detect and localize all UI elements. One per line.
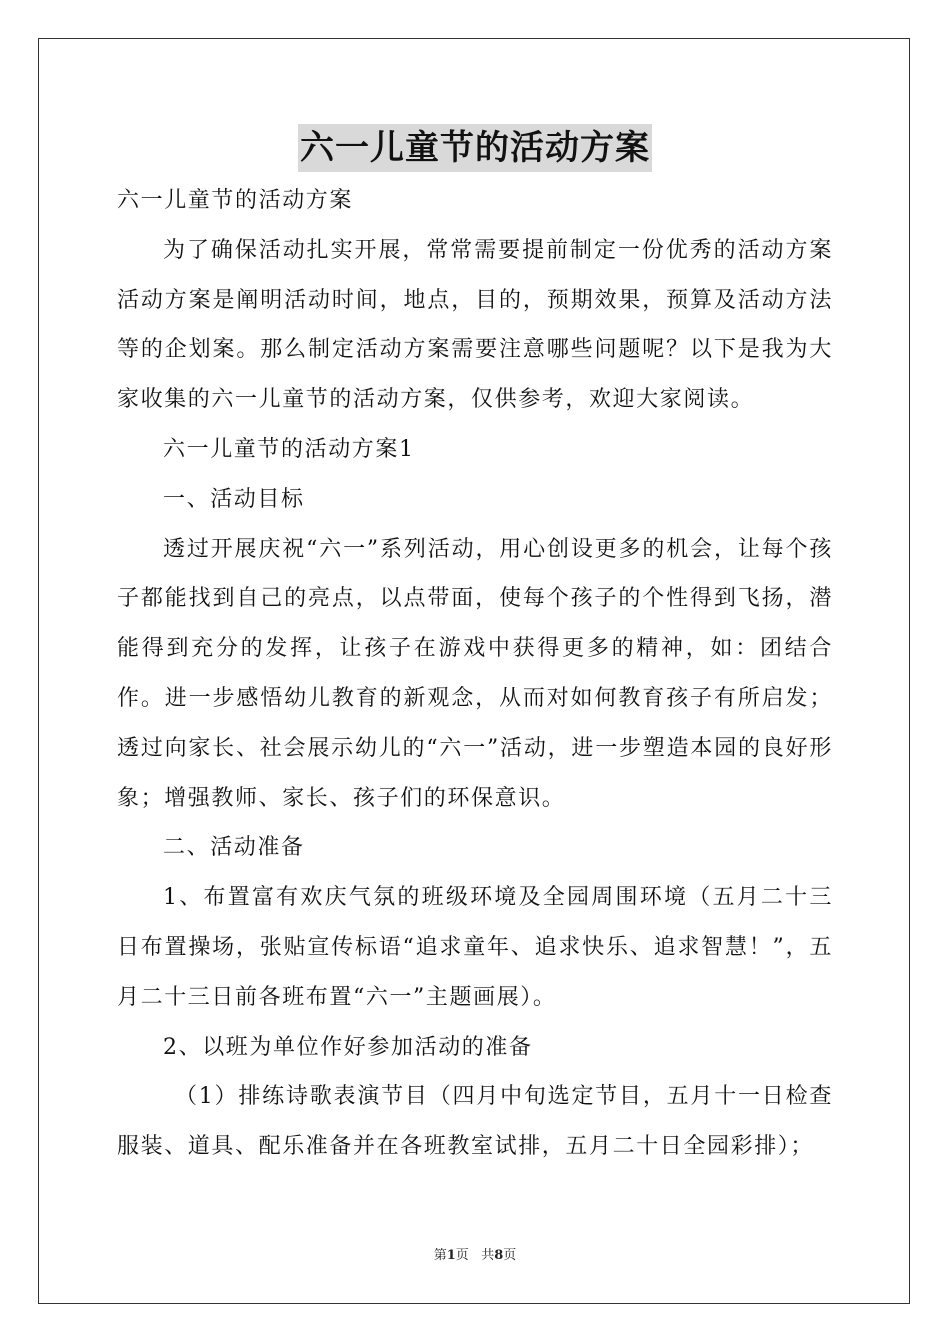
page-footer xyxy=(0,1244,950,1263)
heading-activity-goals: 一、活动目标 xyxy=(163,486,305,512)
preparation-item-2: 2、以班为单位作好参加活动的准备 xyxy=(163,1034,533,1060)
page-prefix: 第 xyxy=(433,1248,447,1263)
heading-activity-preparation: 二、活动准备 xyxy=(163,835,305,861)
document-body xyxy=(117,176,833,1172)
total-pages: 8 xyxy=(494,1248,504,1263)
goals-paragraph: 透过开展庆祝“六一”系列活动，用心创设更多的机会，让每个孩子都能找到自己的亮点，以点带面，使每个孩子的个性得到飞扬，潜能得到充分的发挥，让孩子在游戏中获得更多的精神，如：团结合作。进一步感悟幼儿教育的新观念，从而对如何教育孩子有所启发；透过向家长、社会展示幼儿的“六一”活动，进一步塑造本园的良好形象；增强教师、家长、孩子们的环保意识。 xyxy=(117,536,833,811)
subtitle-paragraph: 六一儿童节的活动方案 xyxy=(117,188,354,213)
intro-paragraph: 为了确保活动扎实开展，常常需要提前制定一份优秀的活动方案活动方案是阐明活动时间，地点，目的，预期效果，预算及活动方法等的企划案。那么制定活动方案需要注意哪些问题呢？以下是我为大家收集的六一儿童节的活动方案，仅供参考，欢迎大家阅读。 xyxy=(117,237,833,413)
total-suffix: 页 xyxy=(503,1248,517,1263)
total-prefix: 共 xyxy=(481,1248,495,1263)
document-title: 六一儿童节的活动方案 xyxy=(298,124,652,172)
preparation-subitem-1: （1）排练诗歌表演节目（四月中旬选定节目，五月十一日检查服装、道具、配乐准备并在各班教室试排，五月二十日全园彩排）； xyxy=(117,1084,833,1160)
title-container xyxy=(0,124,950,172)
page-suffix: 页 xyxy=(455,1248,469,1263)
page-number: 1 xyxy=(446,1248,456,1263)
section-heading-plan-1: 六一儿童节的活动方案1 xyxy=(163,436,415,462)
preparation-item-1: 1、布置富有欢庆气氛的班级环境及全园周围环境（五月二十三日布置操场，张贴宣传标语“追求童年、追求快乐、追求智慧！”，五月二十三日前各班布置“六一”主题画展）。 xyxy=(117,885,833,1010)
